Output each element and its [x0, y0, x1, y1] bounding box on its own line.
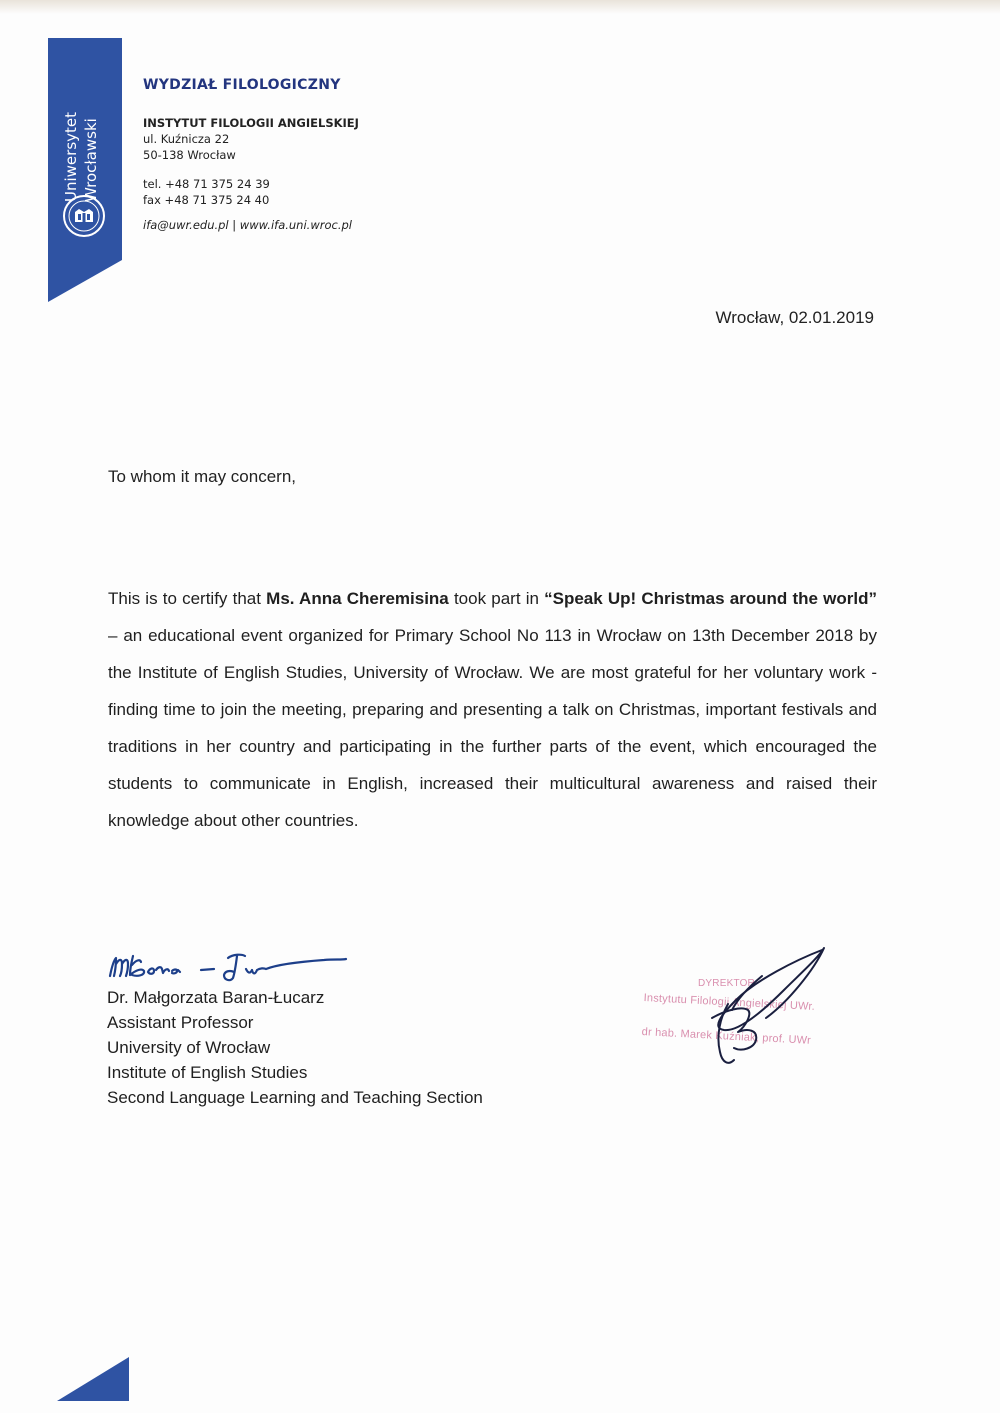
- telephone: tel. +48 71 375 24 39: [143, 177, 270, 191]
- stamp-line-3: dr hab. Marek Kuźniak, prof. UWr: [641, 1026, 812, 1047]
- salutation: To whom it may concern,: [108, 467, 297, 486]
- ribbon-line-2: Wrocławski: [82, 118, 100, 202]
- signatory-block: [107, 985, 483, 1110]
- contact-numbers: [143, 176, 270, 208]
- handwritten-signature: [106, 942, 356, 990]
- fax: fax +48 71 375 24 40: [143, 193, 270, 207]
- body-took-part: took part in: [448, 589, 545, 608]
- director-signature: [676, 940, 836, 1070]
- body-description: – an educational event organized for Primary School No 113 in Wrocław on 13th December 2018 by the Institute of English Studies, University of Wrocław. We are most grateful for her voluntary work - finding time to join the meeting, preparing and presenting a talk on Christmas, important festivals and traditions in her country and participating in the further parts of the event, which encouraged the students to communicate in English, increased their multicultural awareness and raised their knowledge about other countries.: [108, 626, 877, 830]
- street-address: ul. Kuźnicza 22: [143, 132, 230, 146]
- signatory-section: Second Language Learning and Teaching Section: [107, 1088, 483, 1107]
- certificate-body: [108, 580, 877, 839]
- stamp-line-2: Instytutu Filologii Angielskiej UWr.: [643, 992, 816, 1013]
- institute-name: INSTYTUT FILOLOGII ANGIELSKIEJ: [143, 116, 359, 130]
- university-crest-icon: [60, 192, 108, 240]
- signatory-institute: Institute of English Studies: [107, 1063, 308, 1082]
- ribbon-corner-triangle: [57, 1357, 129, 1401]
- institute-address: [143, 115, 359, 163]
- body-intro: This is to certify that: [108, 589, 267, 608]
- ribbon-line-1: Uniwersytet: [62, 112, 80, 202]
- stamp-line-1: DYREKTOR: [698, 978, 755, 989]
- signatory-university: University of Wrocław: [107, 1038, 271, 1057]
- faculty-name: WYDZIAŁ FILOLOGICZNY: [143, 77, 341, 93]
- city-postcode: 50-138 Wrocław: [143, 148, 236, 162]
- participant-name: Ms. Anna Cheremisina: [266, 589, 449, 608]
- ribbon-wordmark: [60, 52, 112, 212]
- paper-top-edge: [0, 0, 1000, 14]
- event-name: “Speak Up! Christmas around the world”: [544, 589, 877, 608]
- signatory-title: Assistant Professor: [107, 1013, 254, 1032]
- letter-date: Wrocław, 02.01.2019: [715, 308, 874, 327]
- email-website: ifa@uwr.edu.pl | www.ifa.uni.wroc.pl: [143, 218, 352, 232]
- signatory-name: Dr. Małgorzata Baran-Łucarz: [107, 988, 325, 1007]
